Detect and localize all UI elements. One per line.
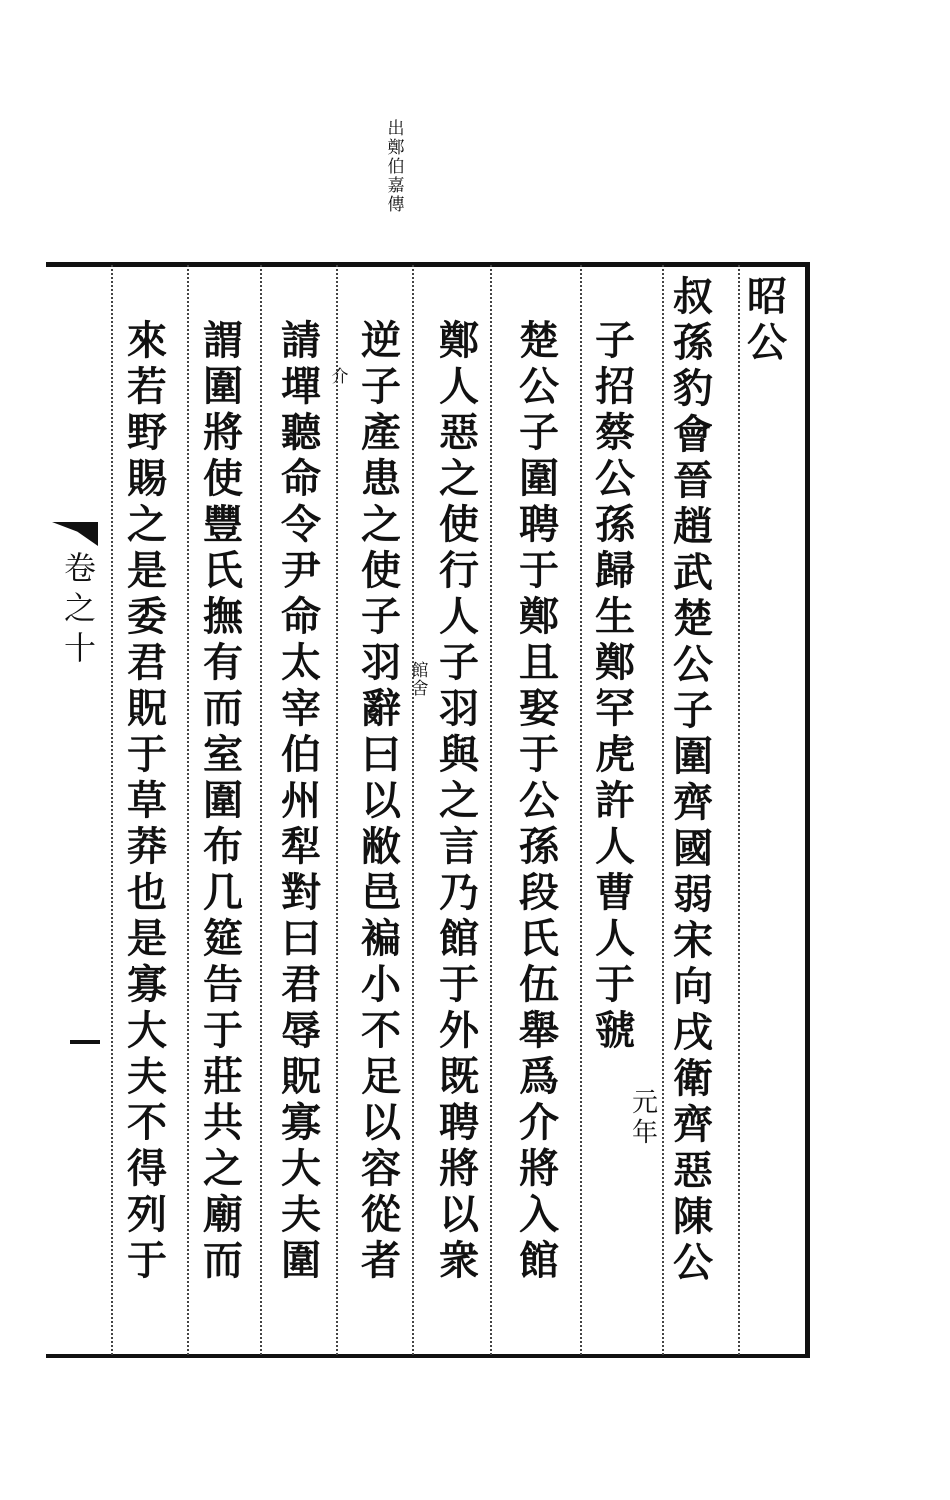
top-title: 出鄭伯嘉傳 — [387, 119, 405, 215]
column-divider — [490, 265, 492, 1355]
text-column: 叔孫豹會晉趙武楚公子圍齊國弱宋向戌衛齊惡陳公 — [673, 273, 713, 1286]
column-divider — [738, 265, 740, 1355]
column-divider — [187, 265, 189, 1355]
column-divider — [336, 265, 338, 1355]
page-number — [70, 1040, 100, 1044]
column-divider — [580, 265, 582, 1355]
column-divider — [260, 265, 262, 1355]
column-divider — [111, 265, 113, 1355]
volume-label: 卷之十 — [63, 549, 96, 667]
text-column: 來若野賜之是委君貺于草莽也是寡大夫不得列于 — [127, 317, 167, 1284]
text-column: 謂圍將使豐氏撫有而室圍布几筵告于莊共之廟而 — [203, 317, 243, 1284]
inline-note: 館舍 — [411, 661, 429, 699]
text-column: 逆子產患之使子羽辭曰以敝邑褊小不足以容從者 — [361, 317, 401, 1284]
text-column: 楚公子圍聘于鄭且娶于公孫段氏伍舉爲介將入館 — [519, 317, 559, 1284]
inline-note: 介 — [331, 367, 349, 387]
text-column: 昭公 — [747, 273, 787, 366]
text-column: 請墠聽命令尹命太宰伯州犁對曰君辱貺寡大夫圍 — [281, 317, 321, 1284]
inline-note: 元年 — [631, 1088, 658, 1148]
text-column: 子招蔡公孫歸生鄭罕虎許人曹人于虢 — [595, 317, 635, 1054]
column-divider — [412, 265, 414, 1355]
text-column: 鄭人惡之使行人子羽與之言乃館于外既聘將以衆 — [439, 317, 479, 1284]
column-divider — [662, 265, 664, 1355]
